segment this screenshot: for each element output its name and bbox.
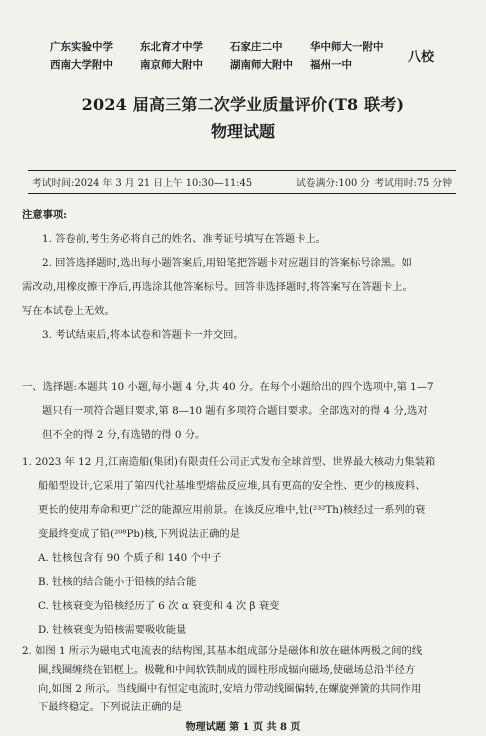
question-2-text: 向,如图 2 所示。当线圈中有恒定电流时,安培力带动线圈偏转,在螺旋弹簧的共同作用 (38, 683, 422, 695)
school-row-2 (50, 56, 410, 74)
question-1-option-d: D. 钍核衰变为铅核需要吸收能量 (38, 624, 187, 636)
school-name: 华中师大一附中 (310, 41, 384, 53)
exam-title: 2024 届高三第二次学业质量评价(T8 联考) (81, 95, 405, 114)
school-name: 西南大学附中 (50, 59, 113, 71)
school-name: 石家庄二中 (230, 41, 283, 53)
question-1-text: 1. 2023 年 12 月,江南造船(集团)有限责任公司正式发布全球首型、世界最大核动力集装箱 (22, 456, 436, 468)
exam-duration: 考试用时:75 分钟 (374, 178, 452, 189)
notice-line: 需改动,用橡皮擦干净后,再选涂其他答案标号。回答非选择题时,将答案写在答题卡上。 (22, 281, 413, 293)
school-group-label: 八校 (408, 50, 435, 65)
section-instructions: 但不全的得 2 分,有选错的得 0 分。 (42, 429, 206, 441)
exam-score: 试卷满分:100 分 (296, 178, 371, 189)
page-footer: 物理试题 第 1 页 共 8 页 (185, 722, 301, 733)
school-list (50, 38, 410, 74)
school-name: 福州一中 (310, 59, 352, 71)
question-1-option-a: A. 钍核包含有 90 个质子和 140 个中子 (38, 552, 222, 564)
question-2-text: 圈,线圈缠绕在铝框上。极靴和中间软铁制成的圆柱形成辐向磁场,使磁场总沿半径方 (38, 664, 416, 676)
question-1-text: 船船型设计,它采用了第四代社基堆型熔盐反应堆,具有更高的安全性、更少的核废料、 (38, 480, 426, 492)
section-instructions: 题只有一项符合题目要求,第 8—10 题有多项符合题目要求。全部选对的得 4 分,选对 (42, 405, 428, 417)
exam-time: 考试时间:2024 年 3 月 21 日上午 10:30—11:45 (32, 178, 253, 189)
notice-heading: 注意事项: (22, 209, 67, 221)
question-1-text: 更长的使用寿命和更广泛的能源应用前景。在该反应堆中,钍(²³²Th)核经过一系列的衰 (38, 504, 426, 516)
question-1-text: 变最终变成了铅(²⁰⁸Pb)核,下列说法正确的是 (38, 528, 240, 540)
school-name: 东北育才中学 (140, 41, 203, 53)
school-name: 湖南师大附中 (230, 59, 293, 71)
question-2-text: 下最终稳定。下列说法正确的是 (38, 701, 183, 713)
question-2-text: 2. 如图 1 所示为磁电式电流表的结构图,其基本组成部分是磁体和放在磁体两极之间的线 (22, 645, 423, 657)
school-name: 南京师大附中 (140, 59, 203, 71)
school-row-1 (50, 38, 410, 56)
notice-line: 2. 回答选择题时,选出每小题答案后,用铅笔把答题卡对应题目的答案标号涂黑。如 (42, 257, 412, 269)
section-instructions: 一、选择题:本题共 10 小题,每小题 4 分,共 40 分。在每个小题给出的四个选项中,第 1—7 (22, 381, 434, 393)
question-1-option-c: C. 钍核衰变为铅核经历了 6 次 α 衰变和 4 次 β 衰变 (38, 600, 280, 612)
notice-line: 3. 考试结束后,将本试卷和答题卡一并交回。 (42, 329, 244, 341)
school-name: 广东实验中学 (50, 41, 113, 53)
question-1-option-b: B. 钍核的结合能小于铅核的结合能 (38, 576, 197, 588)
exam-subject: 物理试题 (210, 122, 275, 141)
notice-line: 1. 答卷前,考生务必将自己的姓名、准考证号填写在答题卡上。 (42, 233, 327, 245)
notice-line: 写在本试卷上无效。 (22, 305, 115, 317)
exam-info-bar (28, 170, 456, 194)
